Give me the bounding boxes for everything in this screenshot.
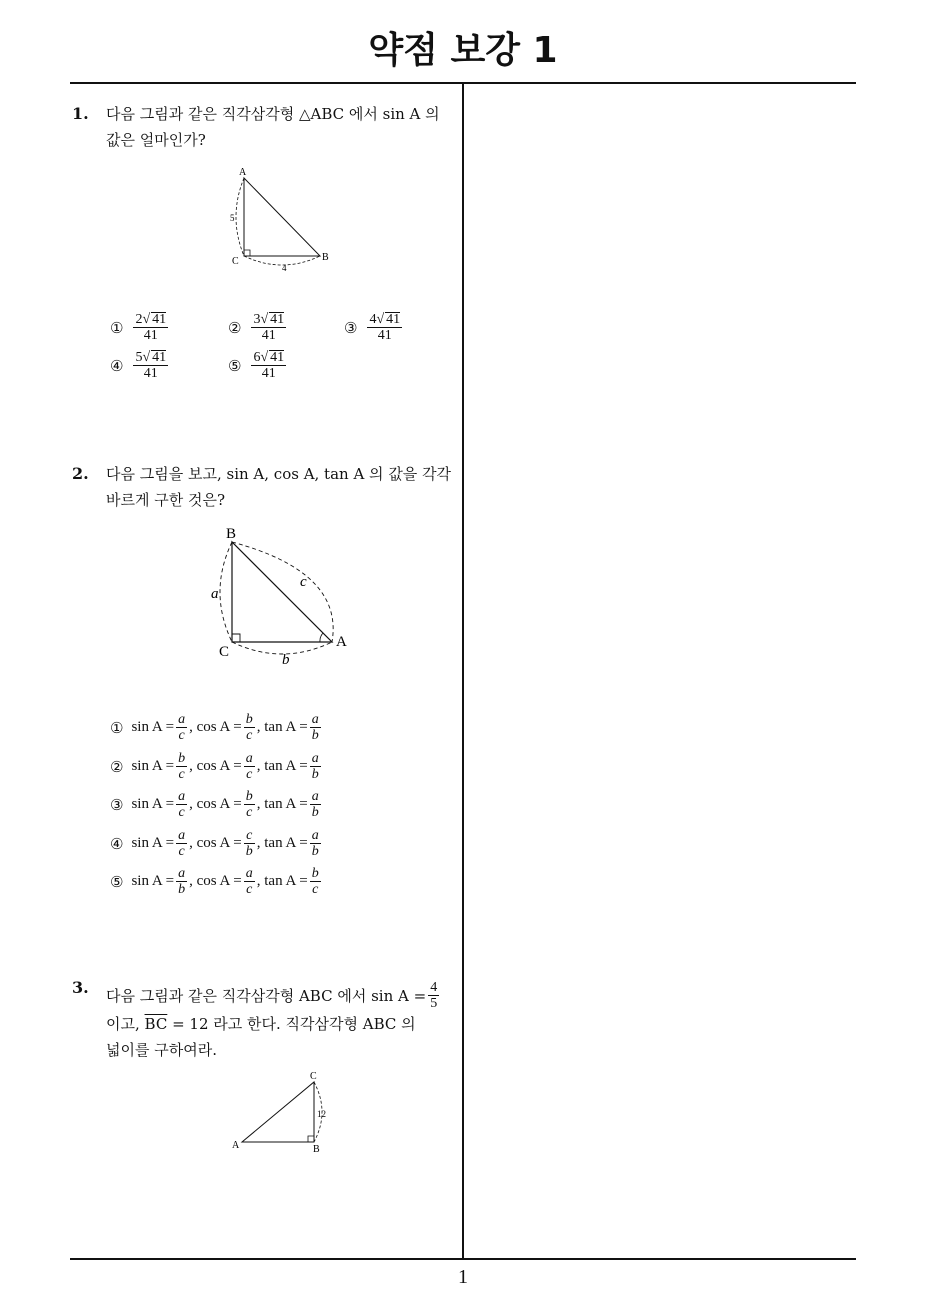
q2-figure <box>202 520 362 670</box>
q1-text-line1: 다음 그림과 같은 직각삼각형 △ABC 에서 sin A 의 <box>106 105 440 123</box>
choice-mark: ② <box>228 318 242 337</box>
choice-mark: ⑤ <box>228 356 242 375</box>
choice-mark: ④ <box>110 356 124 375</box>
q1-label-c: C <box>232 256 239 267</box>
q3-text <box>106 980 441 1063</box>
q2-side-b: b <box>282 652 290 668</box>
q2-choice-3[interactable]: ③ sin A = $\frac{a}{c}$ , cos A = $\frac{b}{c}$ , tan A = $\frac{a}{b}$ <box>110 789 319 820</box>
q2-label-c: C <box>219 644 230 660</box>
q3-text-line3: 넓이를 구하여라. <box>106 1041 217 1059</box>
q1-number: 1. <box>72 104 89 123</box>
q2-choice-2[interactable]: ② sin A = $\frac{b}{c}$ , cos A = $\frac{a}{c}$ , tan A = $\frac{a}{b}$ <box>110 751 319 782</box>
q1-label-a: A <box>239 167 247 178</box>
q2-choice-5[interactable]: ⑤ sin A = $\frac{a}{b}$ , cos A = $\frac{a}{c}$ , tan A = $\frac{b}{c}$ <box>110 866 319 897</box>
q3-number: 3. <box>72 978 89 997</box>
q2-label-b: B <box>226 526 237 542</box>
q3-text-line2: 이고, $\overline{BC} = 12$ 라고 한다. 직각삼각형 ABC 의 <box>106 1015 416 1033</box>
choice-mark: ① <box>110 318 124 337</box>
q1-label-b: B <box>322 252 329 263</box>
q3-text-line1: 다음 그림과 같은 직각삼각형 ABC 에서 sin A = $\frac{4}{5}$ <box>106 980 438 1011</box>
q1-choice-5[interactable]: ⑤ $\frac{6√ 41}{41}$ <box>228 350 285 381</box>
q1-side-ac: 5 <box>230 213 235 223</box>
q1-text-line2: 값은 얼마인가? <box>106 131 206 149</box>
q1-side-cb: 4 <box>282 263 287 273</box>
q3-label-c: C <box>310 1071 317 1082</box>
q3-side-cb: 12 <box>317 1109 326 1119</box>
q1-choice-4[interactable]: ④ $\frac{5√ 41}{41}$ <box>110 350 167 381</box>
q2-side-c: c <box>300 574 307 590</box>
q2-side-a: a <box>211 586 219 602</box>
choice-mark: ③ <box>344 318 358 337</box>
q2-number: 2. <box>72 464 89 483</box>
q3-figure <box>226 1066 336 1156</box>
q2-text-line1: 다음 그림을 보고, sin A, cos A, tan A 의 값을 각각 <box>106 465 452 483</box>
q1-choice-2[interactable]: ② $\frac{3√ 41}{41}$ <box>228 312 285 343</box>
footer-rule <box>70 1258 856 1260</box>
q2-choice-1[interactable]: ① sin A = $\frac{a}{c}$ , cos A = $\frac{b}{c}$ , tan A = $\frac{a}{b}$ <box>110 712 319 743</box>
q2-label-a: A <box>336 634 347 650</box>
q2-choice-4[interactable]: ④ sin A = $\frac{a}{c}$ , cos A = $\frac{c}{b}$ , tan A = $\frac{a}{b}$ <box>110 828 319 859</box>
page-number: 1 <box>458 1266 468 1288</box>
q1-text <box>106 101 440 153</box>
page-title: 약점 보강 1 <box>368 30 558 71</box>
q1-figure <box>222 160 342 276</box>
q3-label-a: A <box>232 1140 240 1151</box>
q3-label-b: B <box>313 1144 320 1155</box>
segment-bc: $\overline{BC}$ <box>144 1015 168 1033</box>
column-divider <box>462 82 464 1260</box>
q2-text <box>106 461 451 513</box>
q1-choice-3[interactable]: ③ $\frac{4√ 41}{41}$ <box>344 312 401 343</box>
q1-choice-1[interactable]: ① $\frac{2√ 41}{41}$ <box>110 312 167 343</box>
q2-text-line2: 바르게 구한 것은? <box>106 491 226 509</box>
